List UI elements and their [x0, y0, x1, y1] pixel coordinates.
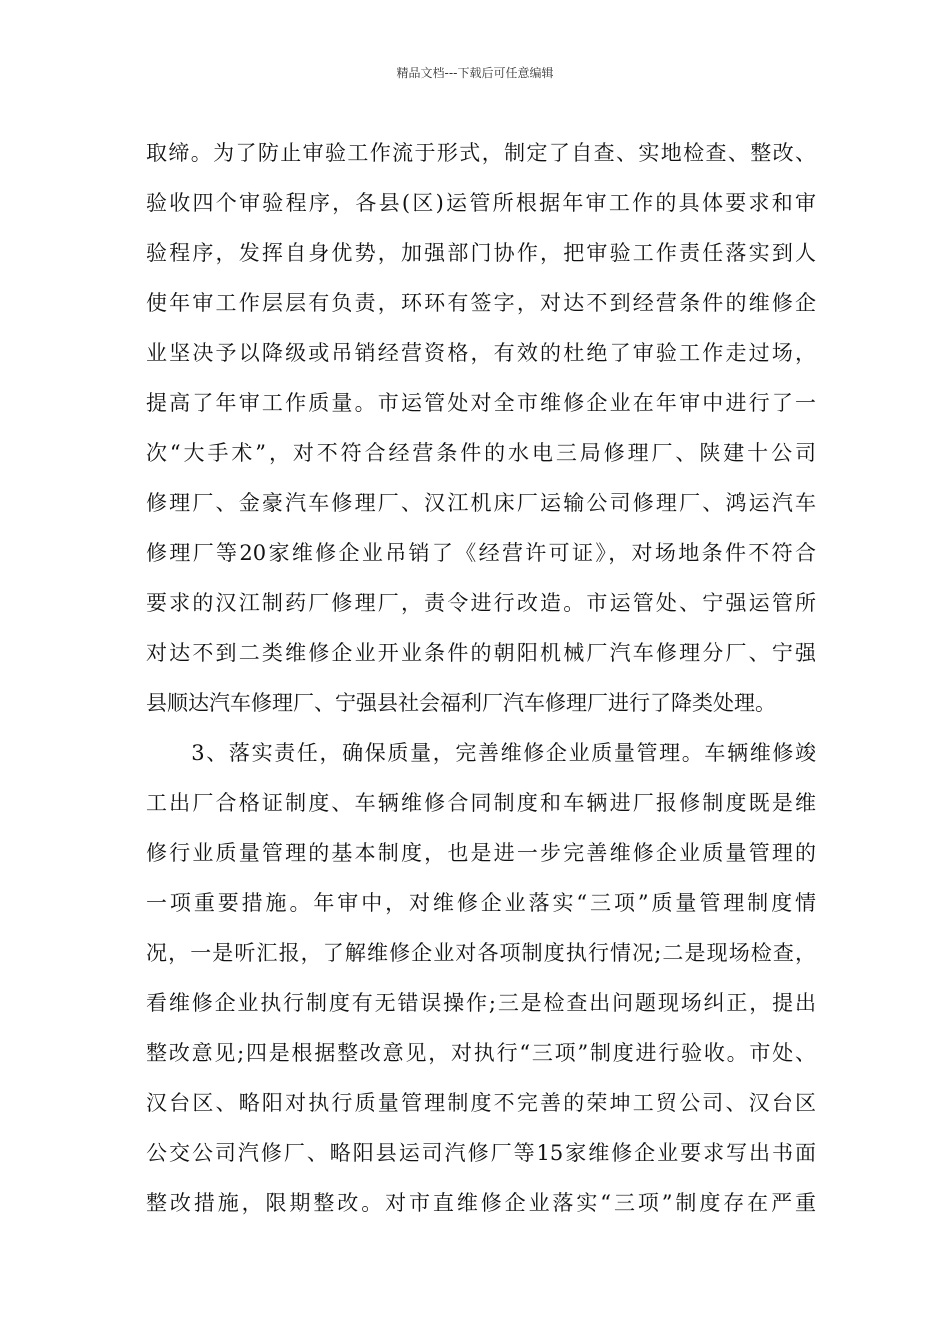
text-line: 业坚决予以降级或吊销经营资格，有效的杜绝了审验工作走过场，	[146, 341, 816, 365]
text-line: 使年审工作层层有负责，环环有签字，对达不到经营条件的维修企	[146, 291, 816, 315]
text-line: 对达不到二类维修企业开业条件的朝阳机械厂汽车修理分厂、宁强	[146, 641, 816, 665]
text-line: 公交公司汽修厂、略阳县运司汽修厂等15家维修企业要求写出书面	[146, 1141, 816, 1165]
text-line: 整改措施，限期整改。对市直维修企业落实“三项”制度存在严重	[146, 1191, 816, 1215]
text-line: 次“大手术”，对不符合经营条件的水电三局修理厂、陕建十公司	[146, 441, 816, 465]
text-line: 县顺达汽车修理厂、宁强县社会福利厂汽车修理厂进行了降类处理。	[146, 691, 776, 715]
text-line: 修理厂、金豪汽车修理厂、汉江机床厂运输公司修理厂、鸿运汽车	[146, 491, 816, 515]
text-line: 汉台区、略阳对执行质量管理制度不完善的荣坤工贸公司、汉台区	[146, 1091, 816, 1115]
text-line: 取缔。为了防止审验工作流于形式，制定了自查、实地检查、整改、	[146, 141, 816, 165]
text-line: 3、落实责任，确保质量，完善维修企业质量管理。车辆维修竣	[146, 741, 816, 765]
page-header: 精品文档---下载后可任意编辑	[396, 66, 554, 80]
document-body	[146, 128, 816, 1228]
text-line: 况，一是听汇报，了解维修企业对各项制度执行情况;二是现场检查，	[146, 941, 816, 965]
text-line: 验收四个审验程序，各县(区)运管所根据年审工作的具体要求和审	[146, 191, 816, 215]
text-line: 修理厂等20家维修企业吊销了《经营许可证》，对场地条件不符合	[146, 541, 816, 565]
text-line: 提高了年审工作质量。市运管处对全市维修企业在年审中进行了一	[146, 391, 816, 415]
text-line: 修行业质量管理的基本制度，也是进一步完善维修企业质量管理的	[146, 841, 816, 865]
text-line: 验程序，发挥自身优势，加强部门协作，把审验工作责任落实到人	[146, 241, 816, 265]
text-line: 看维修企业执行制度有无错误操作;三是检查出问题现场纠正，提出	[146, 991, 816, 1015]
text-line: 整改意见;四是根据整改意见，对执行“三项”制度进行验收。市处、	[146, 1041, 816, 1065]
text-line: 一项重要措施。年审中，对维修企业落实“三项”质量管理制度情	[146, 891, 816, 915]
text-line: 要求的汉江制药厂修理厂，责令进行改造。市运管处、宁强运管所	[146, 591, 816, 615]
text-line: 工出厂合格证制度、车辆维修合同制度和车辆进厂报修制度既是维	[146, 791, 816, 815]
